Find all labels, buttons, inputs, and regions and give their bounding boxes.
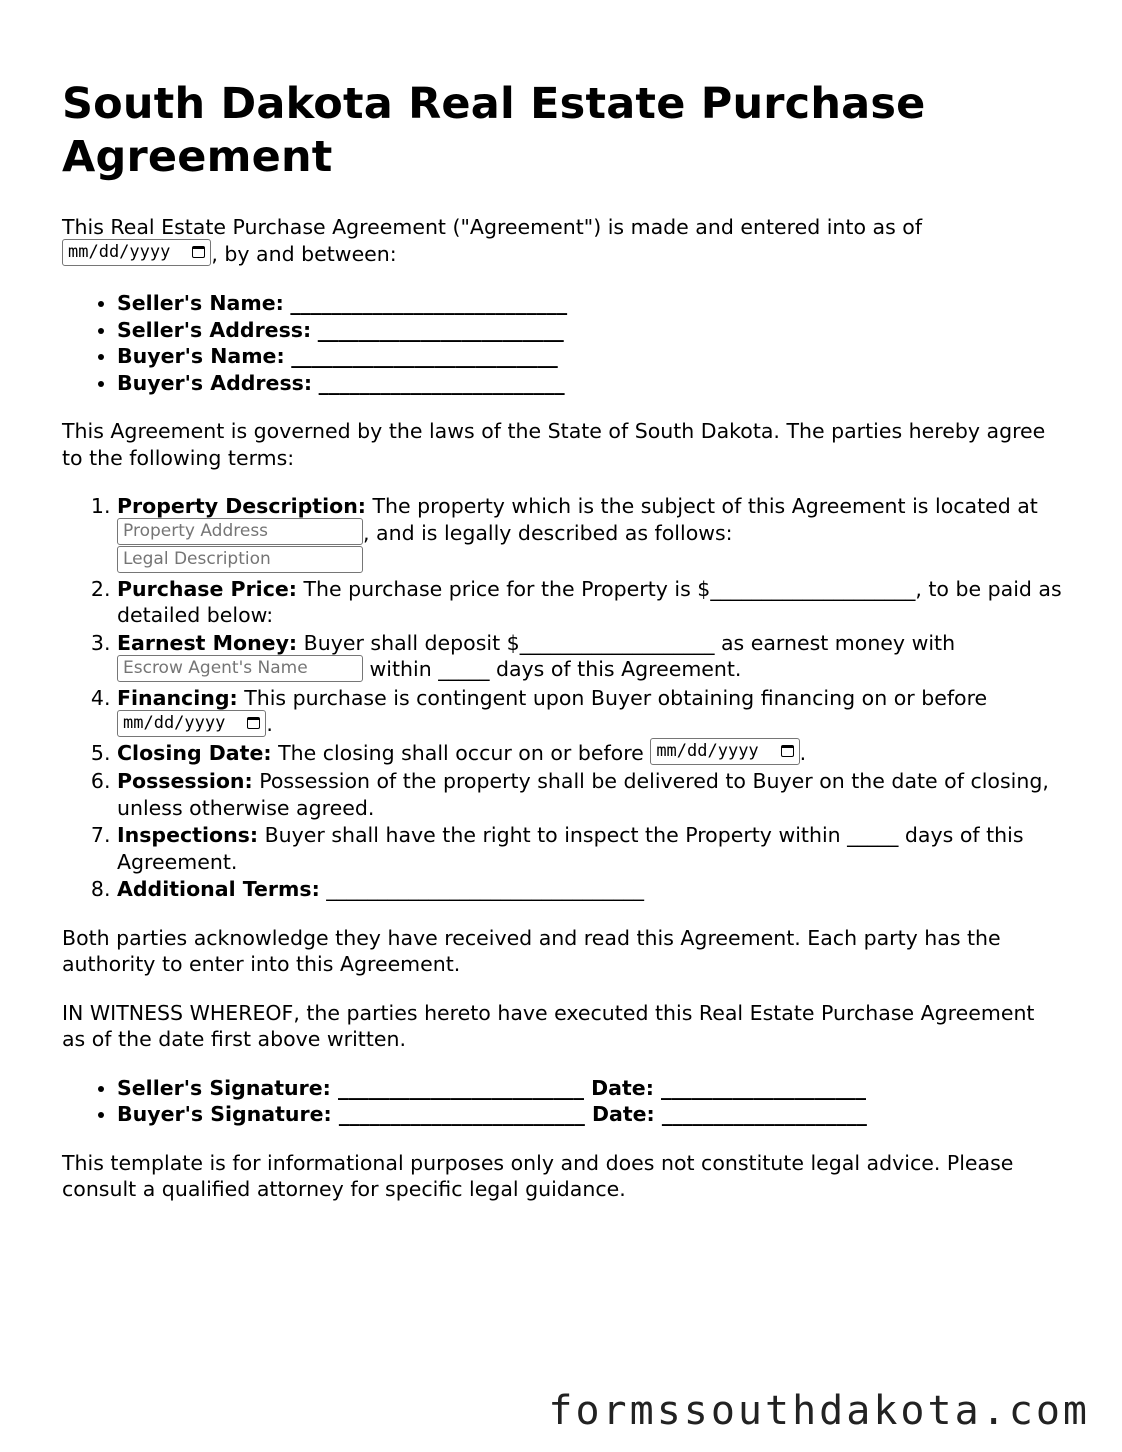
financing-date-input[interactable]: mm/dd/yyyy [117,710,266,737]
disclaimer-paragraph: This template is for informational purposes only and does not constitute legal advice. Please consult a qualified attorney for specific legal guidance. [62,1150,1014,1201]
closing-date-input[interactable]: mm/dd/yyyy [650,738,799,765]
term-property: 1. Property Description: The property which is the subject of this Agreement is located at Property Address , and is legally described as follows: Legal Description [117,493,1062,575]
term-financing: 4. Financing: This purchase is contingent upon Buyer obtaining financing on or before mm/dd/yyyy . [117,685,1062,739]
seller-signature-line: • Seller's Signature: ________________________ Date: ____________________ [117,1075,1062,1102]
escrow-agent-input[interactable]: Escrow Agent's Name [117,655,363,682]
intro-paragraph [62,214,1062,268]
acknowledge-paragraph: Both parties acknowledge they have received and read this Agreement. Each party has the authority to enter into this Agreement. [62,925,1001,976]
document [62,78,1062,1225]
buyer-signature-line: • Buyer's Signature: ________________________ Date: ____________________ [117,1101,1062,1128]
list-item: • Seller's Address: ________________________ [117,317,1062,344]
term-possession: 6. Possession: Possession of the property shall be delivered to Buyer on the date of closing, unless otherwise agreed. [117,768,1062,821]
calendar-icon[interactable] [247,717,260,729]
term-earnest-money: 3. Earnest Money: Buyer shall deposit $___________________ as earnest money with Escrow Agent's Name within _____ days of this Agreement. [117,630,1062,684]
term-closing-date: 5. Closing Date: The closing shall occur on or before mm/dd/yyyy . [117,740,1062,768]
parties-list [62,290,1062,396]
intro-text-after: , by and between: [211,241,397,266]
term-purchase-price: 2. Purchase Price: The purchase price for the Property is $____________________, to be paid as detailed below: [117,576,1062,629]
site-watermark: formssouthdakota.com [548,1388,1090,1434]
list-item: • Seller's Name: ___________________________ [117,290,1062,317]
legal-description-input[interactable]: Legal Description [117,546,363,573]
property-address-input[interactable]: Property Address [117,518,363,545]
governing-paragraph: This Agreement is governed by the laws of the State of South Dakota. The parties hereby agree to the following terms: [62,419,1046,470]
agreement-date-input[interactable]: mm/dd/yyyy [62,239,211,266]
intro-text: This Real Estate Purchase Agreement ("Agreement") is made and entered into as of [62,215,923,239]
list-item: • Buyer's Address: ________________________ [117,370,1062,397]
page-title: South Dakota Real Estate Purchase Agreement [62,79,926,182]
term-additional: 8. Additional Terms: _______________________________ [117,876,1062,903]
witness-paragraph: IN WITNESS WHEREOF, the parties hereto have executed this Real Estate Purchase Agreement as of the date first above written. [62,1000,1035,1051]
list-item: • Buyer's Name: __________________________ [117,343,1062,370]
term-inspections: 7. Inspections: Buyer shall have the right to inspect the Property within _____ days of this Agreement. [117,822,1062,875]
signatures-list [62,1075,1062,1128]
terms-list [62,493,1062,903]
calendar-icon[interactable] [192,246,205,258]
calendar-icon[interactable] [781,745,794,757]
